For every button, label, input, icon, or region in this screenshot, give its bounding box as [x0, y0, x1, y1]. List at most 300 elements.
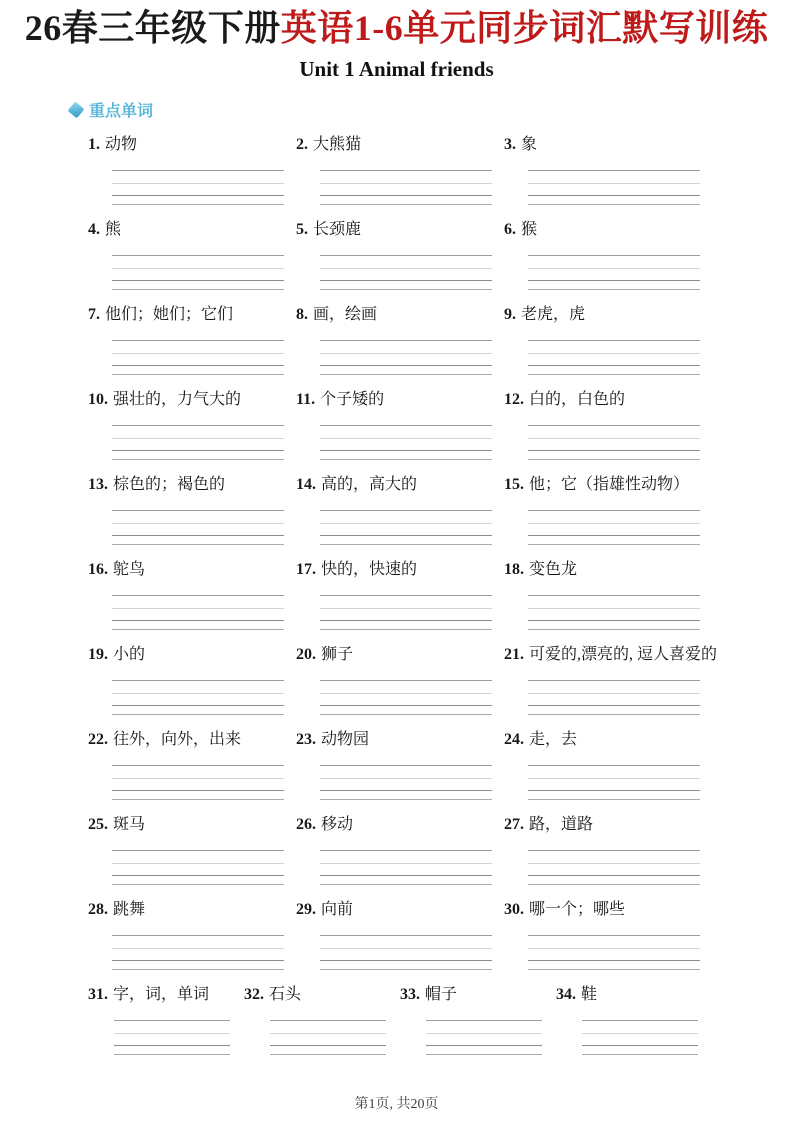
word-chinese: 狮子 [321, 646, 354, 664]
word-item [88, 305, 296, 390]
word-number: 17. [296, 561, 316, 579]
writing-line-lower-mid [528, 705, 700, 706]
word-number: 33. [400, 986, 420, 1004]
writing-line-top [112, 595, 284, 596]
word-label [88, 475, 296, 495]
writing-line-top [112, 680, 284, 681]
word-number: 21. [504, 646, 524, 664]
word-item [504, 135, 712, 220]
writing-lines-block [528, 680, 700, 715]
writing-line-lower-mid [320, 790, 492, 791]
word-item [504, 645, 718, 730]
writing-line-top [528, 340, 700, 341]
word-item [296, 220, 504, 305]
word-number: 20. [296, 646, 316, 664]
writing-line-lower-mid [114, 1045, 230, 1046]
word-chinese: 高的，高大的 [321, 476, 418, 494]
writing-line-top [320, 510, 492, 511]
writing-line-lower-mid [112, 365, 284, 366]
writing-line-bottom [270, 1054, 386, 1055]
word-chinese: 小的 [113, 646, 146, 664]
word-number: 14. [296, 476, 316, 494]
word-label [296, 390, 504, 410]
word-number: 2. [296, 136, 308, 154]
writing-line-upper-mid [320, 183, 492, 184]
writing-line-bottom [426, 1054, 542, 1055]
word-label [504, 220, 712, 240]
writing-line-top [528, 595, 700, 596]
section-header [70, 98, 793, 121]
writing-line-top [528, 255, 700, 256]
writing-line-bottom [320, 714, 492, 715]
writing-lines-block [528, 595, 700, 630]
word-number: 31. [88, 986, 108, 1004]
word-item [296, 135, 504, 220]
writing-line-top [426, 1020, 542, 1021]
writing-line-upper-mid [528, 353, 700, 354]
word-chinese: 个子矮的 [320, 391, 385, 409]
writing-line-top [112, 765, 284, 766]
writing-line-upper-mid [320, 353, 492, 354]
title-main: 英语1-6单元同步词汇默写训练 [280, 8, 769, 48]
writing-line-upper-mid [582, 1033, 698, 1034]
word-item [504, 220, 712, 305]
word-number: 15. [504, 476, 524, 494]
word-number: 4. [88, 221, 100, 239]
writing-lines-block [112, 510, 284, 545]
writing-line-upper-mid [320, 948, 492, 949]
word-number: 9. [504, 306, 516, 324]
word-label [296, 815, 504, 835]
writing-lines-block [582, 1020, 698, 1055]
word-chinese: 往外，向外，出来 [113, 731, 242, 749]
writing-line-upper-mid [528, 948, 700, 949]
word-label [556, 985, 712, 1005]
section-label: 重点单词 [89, 103, 154, 121]
writing-line-lower-mid [112, 535, 284, 536]
word-label [88, 730, 296, 750]
word-label [504, 730, 712, 750]
word-number: 27. [504, 816, 524, 834]
writing-lines-block [320, 935, 492, 970]
writing-line-upper-mid [320, 778, 492, 779]
writing-line-lower-mid [528, 790, 700, 791]
word-label [88, 305, 296, 325]
word-chinese: 动物园 [321, 731, 370, 749]
writing-line-lower-mid [528, 280, 700, 281]
title-prefix: 26春三年级下册 [24, 8, 281, 48]
writing-line-top [320, 425, 492, 426]
writing-line-top [114, 1020, 230, 1021]
word-item [504, 305, 712, 390]
word-chinese: 石头 [269, 986, 302, 1004]
word-item [296, 815, 504, 900]
word-label [296, 135, 504, 155]
word-number: 12. [504, 391, 524, 409]
writing-line-upper-mid [528, 523, 700, 524]
writing-line-upper-mid [112, 183, 284, 184]
writing-line-upper-mid [528, 268, 700, 269]
writing-line-bottom [112, 969, 284, 970]
word-chinese: 变色龙 [529, 561, 578, 579]
word-number: 28. [88, 901, 108, 919]
word-item [504, 475, 712, 560]
writing-lines-block [528, 765, 700, 800]
page-title [0, 8, 793, 49]
word-item [88, 815, 296, 900]
word-chinese: 快的，快速的 [321, 561, 418, 579]
word-item [88, 730, 296, 815]
writing-line-top [112, 340, 284, 341]
word-item [504, 730, 712, 815]
word-number: 19. [88, 646, 108, 664]
word-label [88, 135, 296, 155]
word-number: 18. [504, 561, 524, 579]
writing-line-upper-mid [320, 693, 492, 694]
word-chinese: 猴 [521, 221, 538, 239]
writing-line-top [528, 510, 700, 511]
word-item [88, 390, 296, 475]
writing-line-bottom [112, 714, 284, 715]
writing-line-lower-mid [112, 195, 284, 196]
writing-lines-block [112, 680, 284, 715]
word-label [504, 135, 712, 155]
writing-line-top [528, 680, 700, 681]
word-label [296, 475, 504, 495]
word-label [504, 475, 712, 495]
word-chinese: 熊 [105, 221, 122, 239]
word-number: 11. [296, 391, 316, 409]
words-grid-last-row [88, 985, 793, 1065]
writing-line-top [320, 680, 492, 681]
word-item [296, 475, 504, 560]
word-chinese: 斑马 [113, 816, 146, 834]
writing-line-upper-mid [528, 778, 700, 779]
writing-line-top [320, 765, 492, 766]
word-item [244, 985, 400, 1065]
word-item [296, 730, 504, 815]
writing-lines-block [320, 680, 492, 715]
writing-line-lower-mid [320, 450, 492, 451]
writing-line-top [528, 935, 700, 936]
writing-line-lower-mid [320, 195, 492, 196]
word-label [504, 305, 712, 325]
word-chinese: 鞋 [581, 986, 598, 1004]
writing-line-top [528, 425, 700, 426]
word-item [296, 390, 504, 475]
writing-line-upper-mid [528, 608, 700, 609]
writing-line-bottom [320, 629, 492, 630]
writing-line-bottom [320, 969, 492, 970]
word-label [88, 815, 296, 835]
writing-line-top [320, 255, 492, 256]
writing-line-bottom [528, 459, 700, 460]
writing-line-lower-mid [320, 280, 492, 281]
writing-line-bottom [528, 714, 700, 715]
writing-line-bottom [320, 884, 492, 885]
writing-line-upper-mid [112, 438, 284, 439]
writing-line-top [112, 510, 284, 511]
page-number: 第1页, 共20页 [354, 1097, 439, 1112]
writing-line-bottom [528, 884, 700, 885]
writing-line-bottom [112, 374, 284, 375]
word-label [88, 985, 244, 1005]
writing-lines-block [528, 255, 700, 290]
writing-line-bottom [320, 544, 492, 545]
writing-line-bottom [528, 204, 700, 205]
word-label [504, 815, 712, 835]
writing-lines-block [320, 595, 492, 630]
word-number: 1. [88, 136, 100, 154]
word-chinese: 长颈鹿 [313, 221, 362, 239]
writing-lines-block [320, 765, 492, 800]
word-label [296, 220, 504, 240]
writing-line-upper-mid [112, 778, 284, 779]
word-number: 7. [88, 306, 100, 324]
word-item [88, 645, 296, 730]
writing-line-bottom [528, 374, 700, 375]
writing-line-upper-mid [114, 1033, 230, 1034]
writing-line-lower-mid [528, 620, 700, 621]
word-label [296, 560, 504, 580]
word-number: 8. [296, 306, 308, 324]
writing-line-upper-mid [320, 268, 492, 269]
writing-line-bottom [528, 629, 700, 630]
writing-lines-block [112, 255, 284, 290]
writing-line-upper-mid [426, 1033, 542, 1034]
unit-subtitle: Unit 1 Animal friends [299, 57, 494, 82]
writing-line-bottom [320, 459, 492, 460]
writing-line-lower-mid [528, 365, 700, 366]
writing-line-bottom [528, 544, 700, 545]
word-number: 3. [504, 136, 516, 154]
writing-line-upper-mid [320, 438, 492, 439]
writing-line-lower-mid [112, 620, 284, 621]
word-chinese: 向前 [321, 901, 354, 919]
writing-line-upper-mid [528, 183, 700, 184]
writing-line-lower-mid [112, 450, 284, 451]
writing-line-lower-mid [582, 1045, 698, 1046]
word-item [504, 900, 712, 985]
word-chinese: 哪一个；哪些 [529, 901, 626, 919]
word-label [88, 645, 296, 665]
word-label [296, 645, 504, 665]
writing-line-lower-mid [112, 790, 284, 791]
writing-lines-block [320, 510, 492, 545]
word-item [296, 645, 504, 730]
word-chinese: 强壮的，力气大的 [113, 391, 242, 409]
writing-line-upper-mid [320, 608, 492, 609]
writing-line-bottom [320, 374, 492, 375]
word-chinese: 象 [521, 136, 538, 154]
writing-line-lower-mid [112, 280, 284, 281]
word-item [88, 900, 296, 985]
word-chinese: 他们；她们；它们 [105, 306, 234, 324]
writing-line-upper-mid [112, 863, 284, 864]
diamond-icon [68, 101, 85, 118]
word-item [504, 815, 712, 900]
word-label [296, 900, 504, 920]
word-chinese: 路，道路 [529, 816, 594, 834]
writing-line-lower-mid [528, 875, 700, 876]
writing-line-upper-mid [528, 863, 700, 864]
writing-lines-block [112, 850, 284, 885]
word-chinese: 可爱的,漂亮的, 逗人喜爱的 [529, 646, 718, 664]
writing-line-lower-mid [426, 1045, 542, 1046]
writing-line-lower-mid [112, 960, 284, 961]
writing-lines-block [112, 340, 284, 375]
word-label [400, 985, 556, 1005]
word-item [88, 135, 296, 220]
word-chinese: 动物 [105, 136, 138, 154]
writing-lines-block [114, 1020, 230, 1055]
writing-line-lower-mid [270, 1045, 386, 1046]
writing-line-bottom [114, 1054, 230, 1055]
word-item [504, 560, 712, 645]
writing-lines-block [320, 425, 492, 460]
writing-line-upper-mid [112, 693, 284, 694]
word-chinese: 白的，白色的 [529, 391, 626, 409]
writing-lines-block [270, 1020, 386, 1055]
writing-line-lower-mid [320, 365, 492, 366]
writing-lines-block [112, 935, 284, 970]
word-item [88, 560, 296, 645]
word-number: 16. [88, 561, 108, 579]
writing-line-bottom [528, 799, 700, 800]
writing-line-upper-mid [112, 523, 284, 524]
word-number: 10. [88, 391, 108, 409]
writing-line-lower-mid [320, 705, 492, 706]
writing-line-upper-mid [320, 523, 492, 524]
writing-line-top [112, 935, 284, 936]
writing-line-lower-mid [528, 535, 700, 536]
word-chinese: 跳舞 [113, 901, 146, 919]
writing-line-upper-mid [112, 268, 284, 269]
word-chinese: 鸵鸟 [113, 561, 146, 579]
word-number: 24. [504, 731, 524, 749]
word-chinese: 他；它（指雄性动物） [529, 476, 690, 494]
writing-lines-block [426, 1020, 542, 1055]
writing-lines-block [112, 170, 284, 205]
writing-lines-block [320, 170, 492, 205]
word-label [296, 730, 504, 750]
writing-line-lower-mid [112, 705, 284, 706]
writing-line-bottom [112, 289, 284, 290]
word-chinese: 字，词，单词 [113, 986, 210, 1004]
writing-lines-block [320, 850, 492, 885]
writing-line-bottom [112, 204, 284, 205]
word-chinese: 移动 [321, 816, 354, 834]
writing-line-top [320, 935, 492, 936]
word-label [244, 985, 400, 1005]
word-number: 6. [504, 221, 516, 239]
writing-line-top [320, 340, 492, 341]
word-item [296, 560, 504, 645]
writing-lines-block [528, 425, 700, 460]
writing-line-bottom [112, 629, 284, 630]
writing-lines-block [528, 935, 700, 970]
word-number: 29. [296, 901, 316, 919]
word-item [88, 475, 296, 560]
writing-lines-block [528, 510, 700, 545]
word-number: 5. [296, 221, 308, 239]
writing-line-bottom [528, 969, 700, 970]
word-chinese: 老虎，虎 [521, 306, 586, 324]
writing-line-top [320, 170, 492, 171]
word-chinese: 大熊猫 [313, 136, 362, 154]
writing-line-bottom [112, 884, 284, 885]
writing-lines-block [320, 255, 492, 290]
writing-line-lower-mid [528, 450, 700, 451]
writing-line-top [528, 850, 700, 851]
writing-line-top [528, 170, 700, 171]
word-label [504, 900, 712, 920]
word-chinese: 帽子 [425, 986, 458, 1004]
writing-lines-block [320, 340, 492, 375]
word-item [556, 985, 712, 1065]
word-label [504, 390, 712, 410]
writing-line-bottom [320, 289, 492, 290]
writing-line-lower-mid [528, 195, 700, 196]
writing-line-bottom [112, 799, 284, 800]
writing-line-top [112, 850, 284, 851]
word-number: 22. [88, 731, 108, 749]
writing-line-top [112, 170, 284, 171]
writing-line-upper-mid [320, 863, 492, 864]
writing-line-bottom [528, 289, 700, 290]
word-item [400, 985, 556, 1065]
word-label [88, 900, 296, 920]
writing-line-upper-mid [112, 608, 284, 609]
writing-line-bottom [582, 1054, 698, 1055]
writing-lines-block [112, 765, 284, 800]
writing-line-upper-mid [528, 438, 700, 439]
words-grid [88, 135, 793, 985]
writing-lines-block [112, 425, 284, 460]
writing-lines-block [112, 595, 284, 630]
writing-line-upper-mid [528, 693, 700, 694]
writing-line-lower-mid [320, 620, 492, 621]
writing-line-lower-mid [320, 875, 492, 876]
writing-line-top [582, 1020, 698, 1021]
word-label [504, 560, 712, 580]
word-number: 13. [88, 476, 108, 494]
word-number: 34. [556, 986, 576, 1004]
word-number: 26. [296, 816, 316, 834]
word-number: 25. [88, 816, 108, 834]
writing-lines-block [528, 850, 700, 885]
writing-line-top [320, 850, 492, 851]
word-item [504, 390, 712, 475]
writing-line-lower-mid [528, 960, 700, 961]
writing-lines-block [528, 340, 700, 375]
word-number: 30. [504, 901, 524, 919]
writing-line-bottom [320, 799, 492, 800]
writing-line-top [320, 595, 492, 596]
writing-lines-block [528, 170, 700, 205]
writing-line-lower-mid [112, 875, 284, 876]
word-label [88, 560, 296, 580]
word-chinese: 棕色的；褐色的 [113, 476, 226, 494]
word-chinese: 画，绘画 [313, 306, 378, 324]
word-label [504, 645, 718, 665]
writing-line-upper-mid [112, 353, 284, 354]
word-item [296, 305, 504, 390]
word-number: 32. [244, 986, 264, 1004]
word-item [88, 985, 244, 1065]
word-label [296, 305, 504, 325]
writing-line-top [112, 255, 284, 256]
